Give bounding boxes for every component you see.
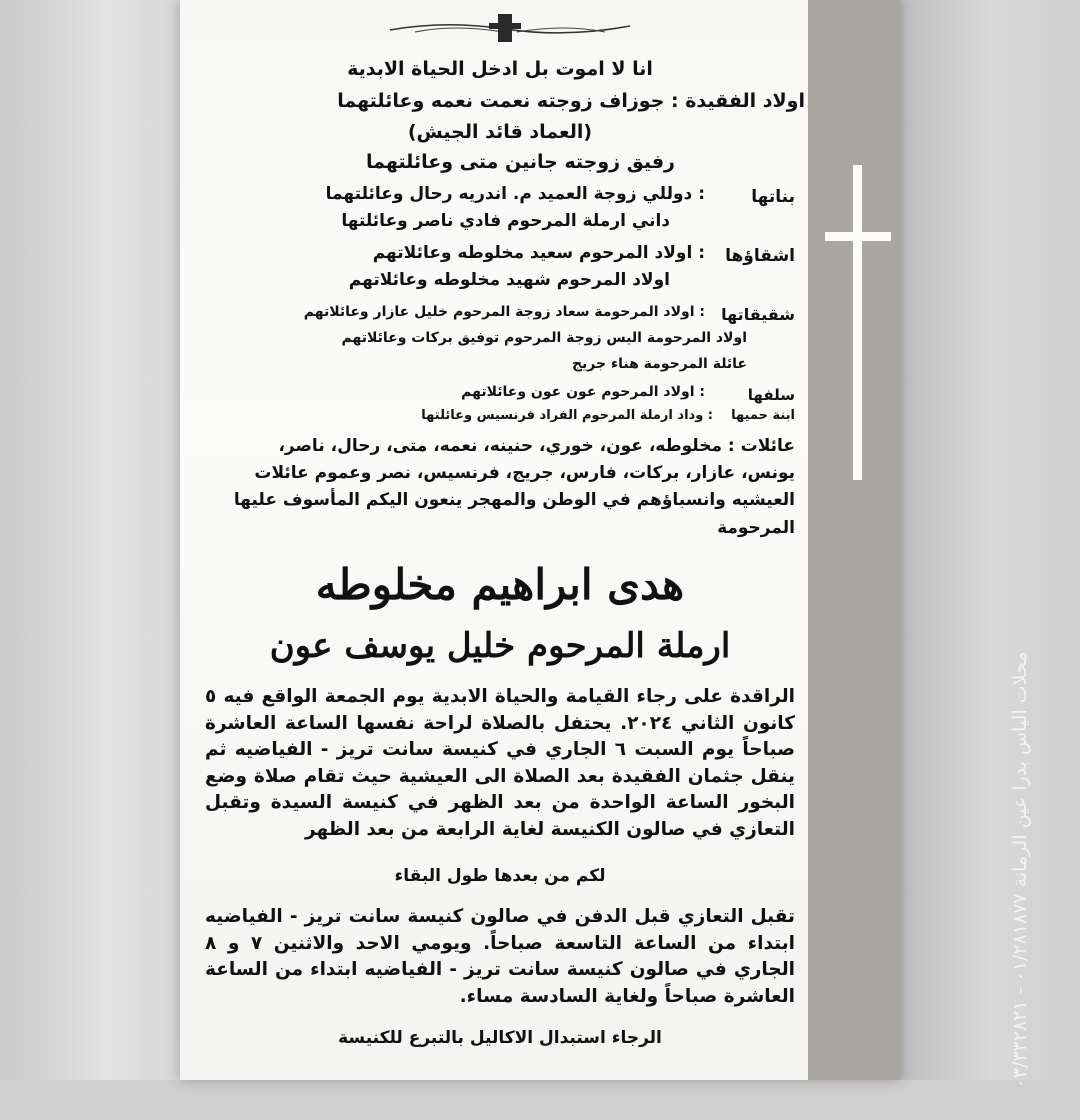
background-left [0,0,180,1080]
deceased-subtitle: ارملة المرحوم خليل يوسف عون [269,626,731,666]
background-right [900,0,1080,1080]
children-line: اولاد الفقيدة : جوزاف زوجته نعمت نعمه وعائلتهما [337,90,805,112]
shop-vertical-text: محلات الياس بدرا عين الرمانة ٠١/٢٨١٨٧٧ - ٠٣/٣٣٢٨٢١ [1009,651,1031,1089]
cross-icon [853,165,862,480]
relative-line: : اولاد المرحوم عون عون وعائلاتهم [461,384,705,400]
children-line: رفيق زوجته جانين متى وعائلتهما [366,151,675,173]
relative-label: بناتها [751,187,795,207]
relative-label: سلفها [747,386,795,404]
wreath-request: الرجاء استبدال الاكاليل بالتبرع للكنيسة [338,1028,662,1048]
families-line: العيشيه وانسباؤهم في الوطن والمهجر ينعون اليكم المأسوف عليها [233,490,795,510]
relative-label: اشقاؤها [725,246,795,266]
relative-line: اولاد المرحومة اليس زوجة المرحوم توفيق بركات وعائلاتهم [341,330,747,346]
relative-line: : اولاد المرحومة سعاد زوجة المرحوم خليل عازار وعائلاتهم [303,304,705,320]
relative-label: شقيقاتها [721,305,795,324]
cross-icon-bar [825,232,891,241]
relative-line: داني ارملة المرحوم فادي ناصر وعائلتها [341,211,670,231]
relative-label: ابنة حميها [731,408,795,423]
deceased-name: هدى ابراهيم مخلوطه [315,560,685,609]
children-note: (العماد قائد الجيش) [407,121,593,143]
funeral-paragraph: الراقدة على رجاء القيامة والحياة الابدية يوم الجمعة الواقع فيه ٥ كانون الثاني ٢٠٢٤. يحتفل بالصلاة لراحة نفسها الساعة العاشرة صباحاً يوم السبت ٦ الجاري في كنيسة سانت تريز - الفياضيه ثم ينقل جثمان الفقيدة بعد الصلاة الى العيشية حيث تقام صلاة وضع البخور الساعة الواحدة من بعد الظهر في كنيسة السيدة وتقبل التعازي في صالون الكنيسة لغاية الرابعة من بعد الظهر [205,686,795,840]
motto: انا لا اموت بل ادخل الحياة الابدية [347,58,653,80]
families-line: المرحومة [717,518,795,538]
closing-line: لكم من بعدها طول البقاء [394,866,606,886]
relative-line: : اولاد المرحوم سعيد مخلوطه وعائلاتهم [372,243,705,263]
families-line: يونس، عازار، بركات، فارس، جريج، فرنسيس، نصر وعموم عائلات [254,463,795,483]
relative-line: : وداد ارملة المرحوم الفراد فرنسيس وعائلتها [421,408,713,423]
condolences-paragraph: تقبل التعازي قبل الدفن في صالون كنيسة سانت تريز - الفياضيه ابتداء من الساعة التاسعة صباحاً. ويومي الاحد والاثنين ٧ و ٨ الجاري في صالون كنيسة سانت تريز - الفياضيه ابتداء من الساعة العاشرة صباحاً ولغاية السادسة مساء. [205,906,796,1007]
families-line: عائلات : مخلوطه، عون، خوري، حنينه، نعمه، متى، رحال، ناصر، [278,436,795,456]
ornament-icon [385,10,635,46]
relative-line: : دوللي زوجة العميد م. اندريه رحال وعائلتهما [325,184,705,204]
relative-line: اولاد المرحوم شهيد مخلوطه وعائلاتهم [348,270,670,290]
obituary-page [180,0,1031,1089]
side-band [808,0,900,1080]
relative-line: عائلة المرحومة هناء جريج [571,356,747,372]
